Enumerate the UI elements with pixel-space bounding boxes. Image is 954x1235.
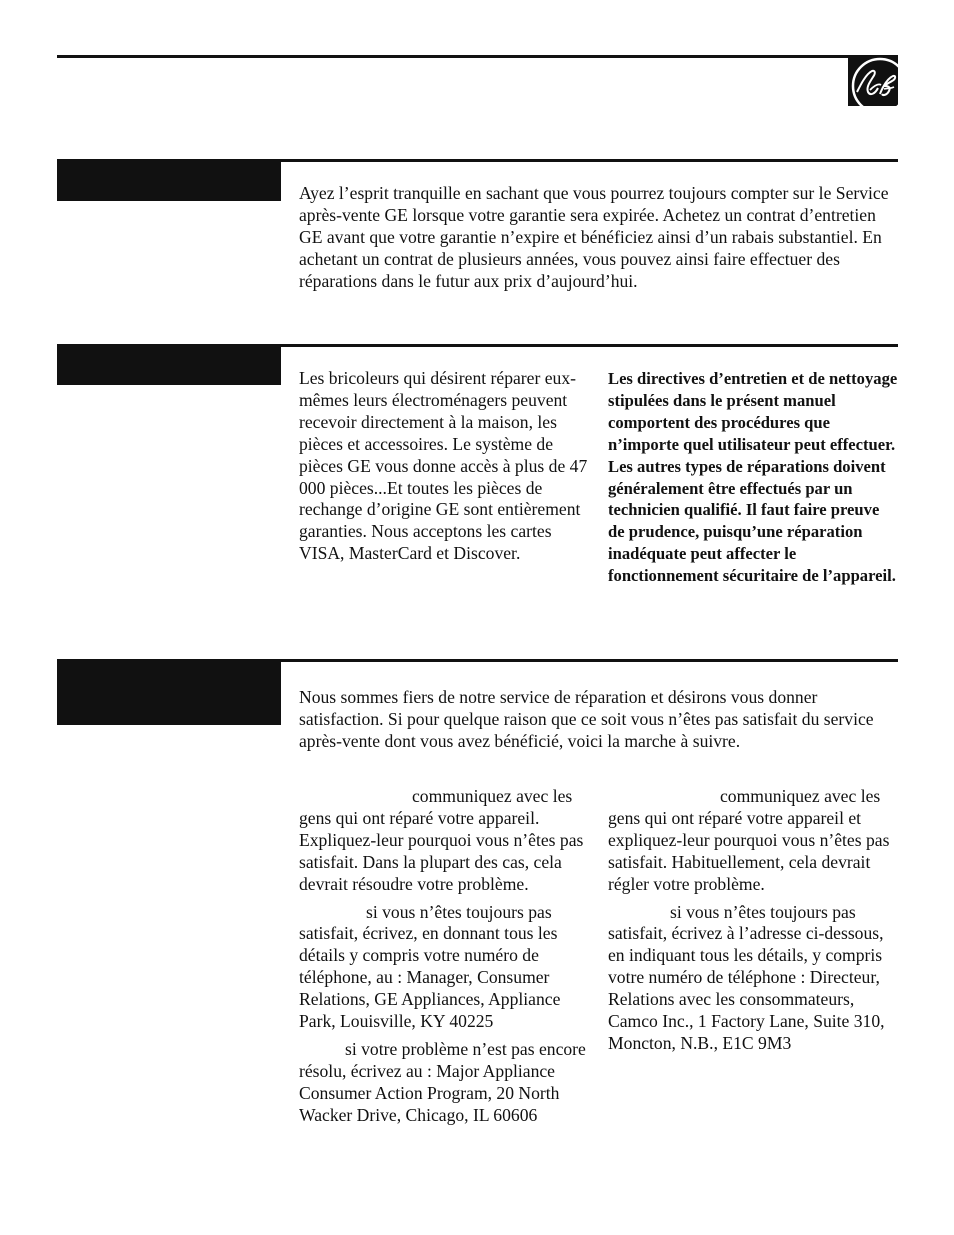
section-1-rule [281,159,898,162]
canada-step-1: communiquez avec les gens qui ont réparé votre appareil et expliquez-leur pourquoi vous n’êtes pas satisfait. Habituellement, cela devrait régler votre problème. [608,786,890,894]
canada-step-2: si vous n’êtes toujours pas satisfait, écrivez à l’adresse ci-dessous, en indiquant tous les détails, y compris votre numéro de téléphone : Directeur, Relations avec les consommateurs, Camco Inc., 1 Factory Lane, Suite 310, Moncton, N.B., E1C 9M3 [608,901,885,1053]
section-2-rule [281,344,898,347]
us-step-1: communiquez avec les gens qui ont réparé votre appareil. Expliquez-leur pourquoi vous n’êtes pas satisfait. Dans la plupart des cas, cela devrait résoudre votre problème. [299,786,584,894]
satisfaction-intro-text: Nous sommes fiers de notre service de réparation et désirons vous donner satisfaction. Si pour quelque raison que ce soit vous n’êtes pas satisfait du service après-vente dont vous avez bénéficié, voici la marche à suivre. [299,687,874,751]
section-3-heading-bar [57,659,281,725]
us-steps-column [299,786,589,1127]
header-rule [57,55,898,58]
us-step-3: si votre problème n’est pas encore résolu, écrivez au : Major Appliance Consumer Action Program, 20 North Wacker Drive, Chicago, IL 60606 [299,1038,586,1125]
section-2-heading-bar [57,344,281,385]
us-step-2: si vous n’êtes toujours pas satisfait, écrivez, en donnant tous les détails y compris votre numéro de téléphone, au : Manager, Consumer Relations, GE Appliances, Appliance Park, Louisville, KY 40225 [299,901,561,1032]
ge-monogram-icon [848,56,898,106]
section-1-heading-bar [57,159,281,201]
parts-accessories-text: Les bricoleurs qui désirent réparer eux-mêmes leurs électroménagers peuvent recevoir directement à la maison, les pièces et accessoires. Le système de pièces GE vous donne accès à plus de 47 000 pièces...Et toutes les pièces de rechange d’origine GE sont entièrement garanties. Nous acceptons les cartes VISA, MasterCard et Discover. [299,368,588,564]
canada-steps-column [608,786,898,1055]
service-contracts-text: Ayez l’esprit tranquille en sachant que vous pourrez toujours compter sur le Service après-vente GE lorsque votre garantie sera expirée. Achetez un contrat d’entretien GE avant que votre garantie n’expire et bénéficiez ainsi d’un rabais substantiel. En achetant un contrat de plusieurs années, vous pouvez ainsi faire effectuer des réparations dans le futur aux prix d’aujourd’hui. [299,183,889,291]
repair-warning-text: Les directives d’entretien et de nettoyage stipulées dans le présent manuel comportent des procédures que n’importe quel utilisateur peut effectuer. Les autres types de réparations doivent généralement être effectués par un technicien qualifié. Il faut faire preuve de prudence, puisqu’une réparation inadéquate peut affecter le fonctionnement sécuritaire de l’appareil. [608,369,898,586]
section-3-rule [281,659,898,662]
ge-logo [848,56,898,106]
